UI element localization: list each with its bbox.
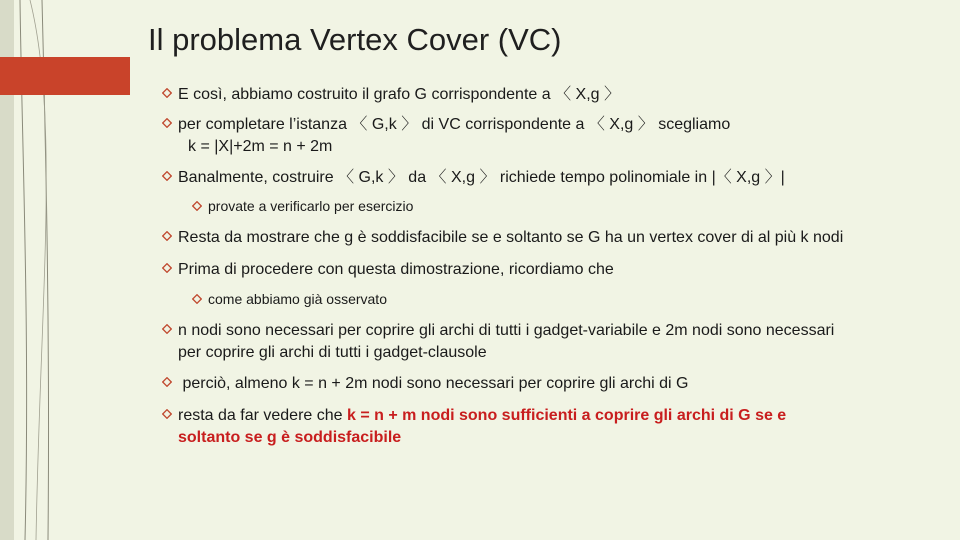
diamond-outline-icon — [160, 227, 174, 245]
bullet-item — [160, 227, 843, 249]
bullet-item — [160, 84, 620, 106]
bullet-text: E così, abbiamo costruito il grafo G corrispondente a 〈 X,g 〉 — [178, 86, 620, 103]
highlighted-text-line1: k = n + m nodi sono sufficienti a coprire gli archi di G se e — [346, 407, 787, 424]
bullet-item — [160, 259, 614, 281]
sub-bullet-item — [190, 197, 413, 215]
bullet-text-line1: per completare l’istanza 〈 G,k 〉 di VC corrispondente a 〈 X,g 〉 scegliamo — [178, 116, 731, 133]
bullet-item — [160, 167, 785, 189]
bullet-item — [160, 373, 688, 395]
diamond-outline-icon — [160, 167, 174, 185]
bullet-text: perciò, almeno k = n + 2m nodi sono necessari per coprire gli archi di G — [178, 375, 689, 392]
bullet-text-line2: k = |X|+2m = n + 2m — [188, 138, 333, 155]
page-title: Il problema Vertex Cover (VC) — [148, 22, 562, 57]
red-tab — [0, 57, 130, 95]
sub-bullet-item — [190, 290, 387, 308]
diamond-outline-icon — [160, 259, 174, 277]
bullet-text: Prima di procedere con questa dimostrazione, ricordiamo che — [178, 261, 614, 278]
bullet-text: provate a verificarlo per esercizio — [208, 198, 414, 214]
bullet-text — [178, 405, 786, 449]
bullet-item — [160, 114, 730, 158]
bullet-text-prefix: resta da far vedere che — [178, 407, 347, 424]
bullet-item — [160, 405, 786, 449]
diamond-outline-icon — [190, 197, 204, 215]
bullet-text: Resta da mostrare che g è soddisfacibile se e soltanto se G ha un vertex cover di al più k nodi — [178, 229, 844, 246]
bullet-text-line2: per coprire gli archi di tutti i gadget-clausole — [178, 344, 487, 361]
diamond-outline-icon — [160, 405, 174, 423]
bullet-text-line1: n nodi sono necessari per coprire gli archi di tutti i gadget-variabile e 2m nodi sono necessari — [178, 322, 835, 339]
diamond-outline-icon — [160, 114, 174, 132]
diamond-outline-icon — [190, 290, 204, 308]
diamond-outline-icon — [160, 373, 174, 391]
bullet-text: Banalmente, costruire 〈 G,k 〉 da 〈 X,g 〉 richiede tempo polinomiale in |〈 X,g 〉| — [178, 169, 785, 186]
diamond-outline-icon — [160, 320, 174, 338]
bullet-text: come abbiamo già osservato — [208, 291, 387, 307]
highlighted-text-line2: soltanto se g è soddisfacibile — [178, 429, 402, 446]
bullet-text — [178, 320, 834, 364]
decoration-graphic — [0, 0, 140, 540]
diamond-outline-icon — [160, 84, 174, 102]
bullet-item — [160, 320, 834, 364]
bullet-text — [178, 114, 730, 158]
